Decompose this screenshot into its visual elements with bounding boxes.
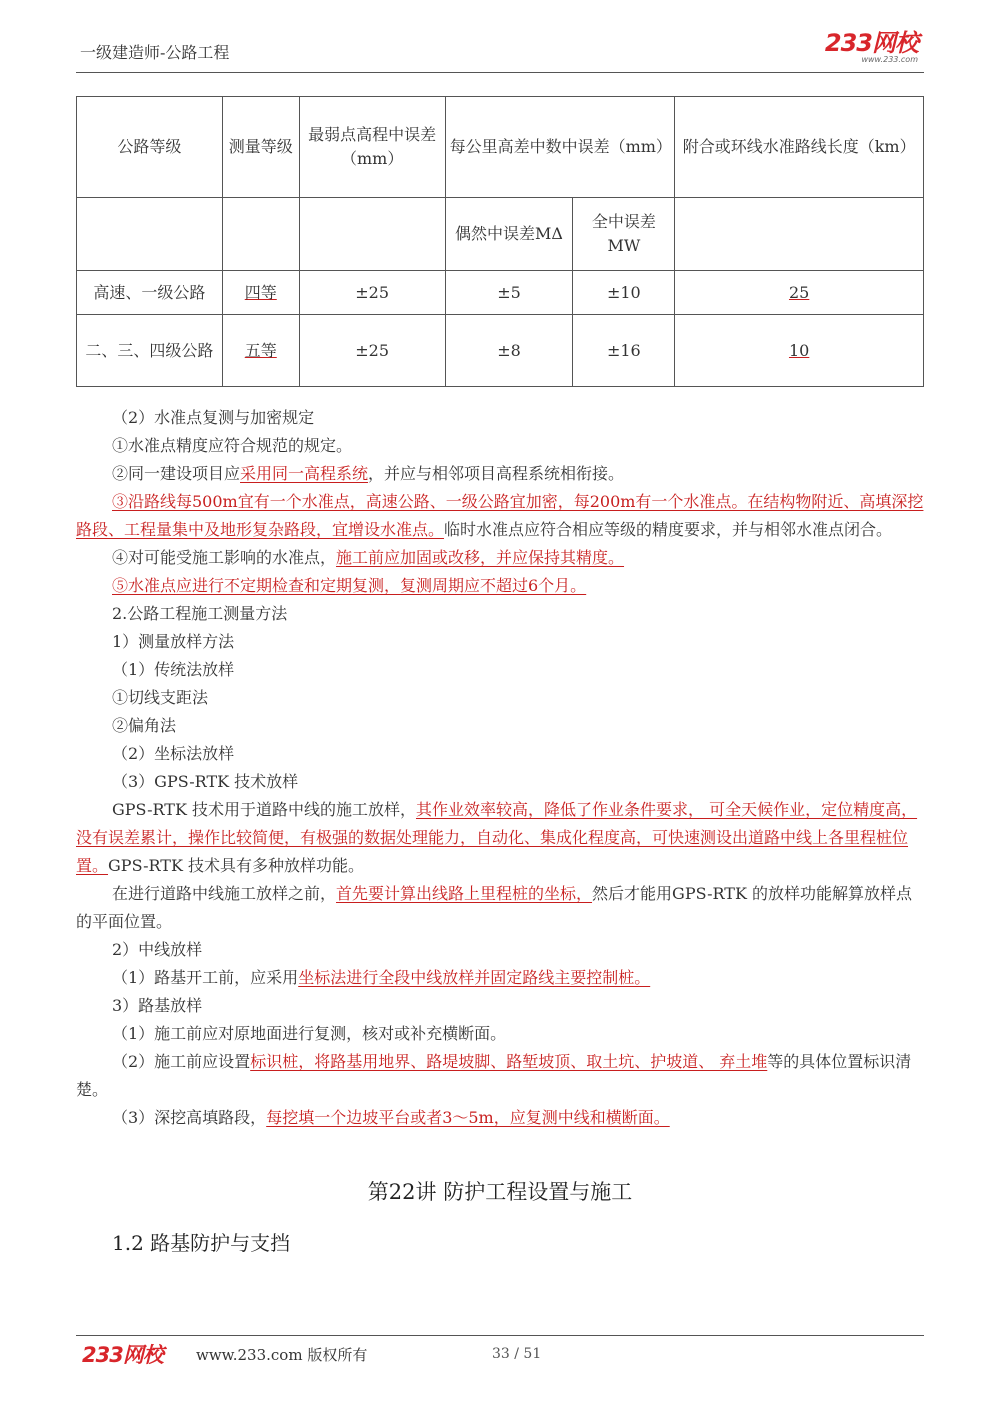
logo-text: 233网校 [824, 29, 918, 57]
table-cell: 高速、一级公路 [77, 271, 223, 315]
table-row [77, 271, 924, 315]
table-cell: ±16 [573, 315, 675, 387]
table-cell [675, 198, 924, 271]
lecture-title: 第22讲 防护工程设置与施工 [367, 1180, 633, 1204]
footer-copyright: www.233.com 版权所有 [196, 1346, 368, 1364]
table-header-cell: 附合或环线水准路线长度（km） [675, 97, 924, 198]
text-span: GPS-RTK 技术用于道路中线的施工放样， [112, 800, 416, 819]
text-span: 然后才能用GPS-RTK 的放样功能解算放样点的平面位置。 [76, 884, 913, 931]
text-span: （1）路基开工前，应采用 [112, 968, 299, 987]
table-cell: ±25 [299, 315, 445, 387]
table-cell: ±25 [299, 271, 445, 315]
text-span: （3）深挖高填路段， [112, 1108, 267, 1127]
paragraph: （2）水准点复测与加密规定 [112, 408, 315, 427]
text-span: （2）施工前应设置 [112, 1052, 251, 1071]
document-header-title: 一级建造师-公路工程 [80, 43, 230, 62]
paragraph: 3）路基放样 [112, 996, 203, 1015]
table-header-cell: 最弱点高程中误差（mm） [299, 97, 445, 198]
table-cell [299, 198, 445, 271]
header-divider [76, 72, 924, 73]
body-text [76, 404, 924, 1132]
highlighted-text: 首先要计算出线路上里程桩的坐标， [336, 884, 593, 903]
paragraph: （3）GPS-RTK 技术放样 [112, 772, 299, 791]
table-cell-highlight: 五等 [222, 315, 299, 387]
paragraph: 2.公路工程施工测量方法 [112, 604, 288, 623]
table-cell: ±8 [445, 315, 573, 387]
paragraph: ①水准点精度应符合规范的规定。 [112, 436, 353, 455]
text-span: GPS-RTK 技术具有多种放样功能。 [108, 856, 364, 875]
paragraph [76, 544, 924, 572]
table-row [77, 315, 924, 387]
paragraph: 2）中线放样 [112, 940, 203, 959]
table-cell-highlight: 10 [675, 315, 924, 387]
paragraph: ②偏角法 [112, 716, 177, 735]
table-cell-highlight: 25 [675, 271, 924, 315]
table-header-cell: 每公里高差中数中误差（mm） [445, 97, 675, 198]
table-header-cell: 公路等级 [77, 97, 223, 198]
brand-logo [825, 30, 918, 64]
paragraph [76, 1048, 924, 1104]
paragraph [76, 880, 924, 936]
table-cell: 二、三、四级公路 [77, 315, 223, 387]
table-cell: ±5 [445, 271, 573, 315]
paragraph [76, 572, 924, 600]
logo-url: www.233.com [861, 55, 918, 64]
text-span: ，并应与相邻项目高程系统相衔接。 [368, 464, 625, 483]
table-cell: ±10 [573, 271, 675, 315]
paragraph: （1）施工前应对原地面进行复测，核对或补充横断面。 [112, 1024, 507, 1043]
page-number: 33 / 51 [492, 1346, 542, 1362]
text-span: 等的具体位置标识清楚。 [76, 1052, 912, 1099]
text-span: ④对可能受施工影响的水准点， [112, 548, 337, 567]
paragraph: ①切线支距法 [112, 688, 209, 707]
paragraph [76, 460, 924, 488]
table-subheader-cell: 偶然中误差MΔ [445, 198, 573, 271]
paragraph: 1）测量放样方法 [112, 632, 235, 651]
paragraph: （1）传统法放样 [112, 660, 235, 679]
footer-divider [76, 1335, 924, 1336]
paragraph: （2）坐标法放样 [112, 744, 235, 763]
highlighted-text: ⑤水准点应进行不定期检查和定期复测，复测周期应不超过6个月。 [112, 576, 587, 595]
table-subheader-cell: 全中误差MW [573, 198, 675, 271]
highlighted-text: 坐标法进行全段中线放样并固定路线主要控制桩。 [298, 968, 651, 987]
table-cell [77, 198, 223, 271]
table-cell-highlight: 四等 [222, 271, 299, 315]
table-header-row [77, 97, 924, 198]
text-span: 在进行道路中线施工放样之前， [112, 884, 337, 903]
footer-logo: 233网校 [82, 1343, 163, 1367]
section-title: 1.2 路基防护与支挡 [112, 1231, 291, 1255]
paragraph [76, 488, 924, 544]
highlighted-text: 每挖填一个边坡平台或者3～5m，应复测中线和横断面。 [266, 1108, 670, 1127]
table-cell [222, 198, 299, 271]
table-subheader-row [77, 198, 924, 271]
paragraph [76, 964, 924, 992]
text-span: 临时水准点应符合相应等级的精度要求，并与相邻水准点闭合。 [444, 520, 893, 539]
text-span: ②同一建设项目应 [112, 464, 241, 483]
leveling-accuracy-table [76, 96, 924, 387]
highlighted-text: 采用同一高程系统 [240, 464, 369, 483]
highlighted-text: 标识桩，将路基用地界、路堤坡脚、路堑坡顶、取土坑、护坡道、 弃土堆 [250, 1052, 768, 1071]
highlighted-text: ③沿路线每500m宜有一个水准点，高速公路、一级公路宜加密，每200m有一个水准点。在结构物附近、高填深挖路段、工程量集中及地形复杂路段，宜增设水准点。 [76, 492, 924, 539]
paragraph [76, 1104, 924, 1132]
table-header-cell: 测量等级 [222, 97, 299, 198]
paragraph [76, 796, 924, 880]
highlighted-text: 其作业效率较高，降低了作业条件要求， 可全天候作业，定位精度高，没有误差累计，操作比较简便，有极强的数据处理能力，自动化、集成化程度高，可快速测设出道路中线上各里程桩位置。 [76, 800, 918, 875]
highlighted-text: 施工前应加固或改移，并应保持其精度。 [336, 548, 625, 567]
